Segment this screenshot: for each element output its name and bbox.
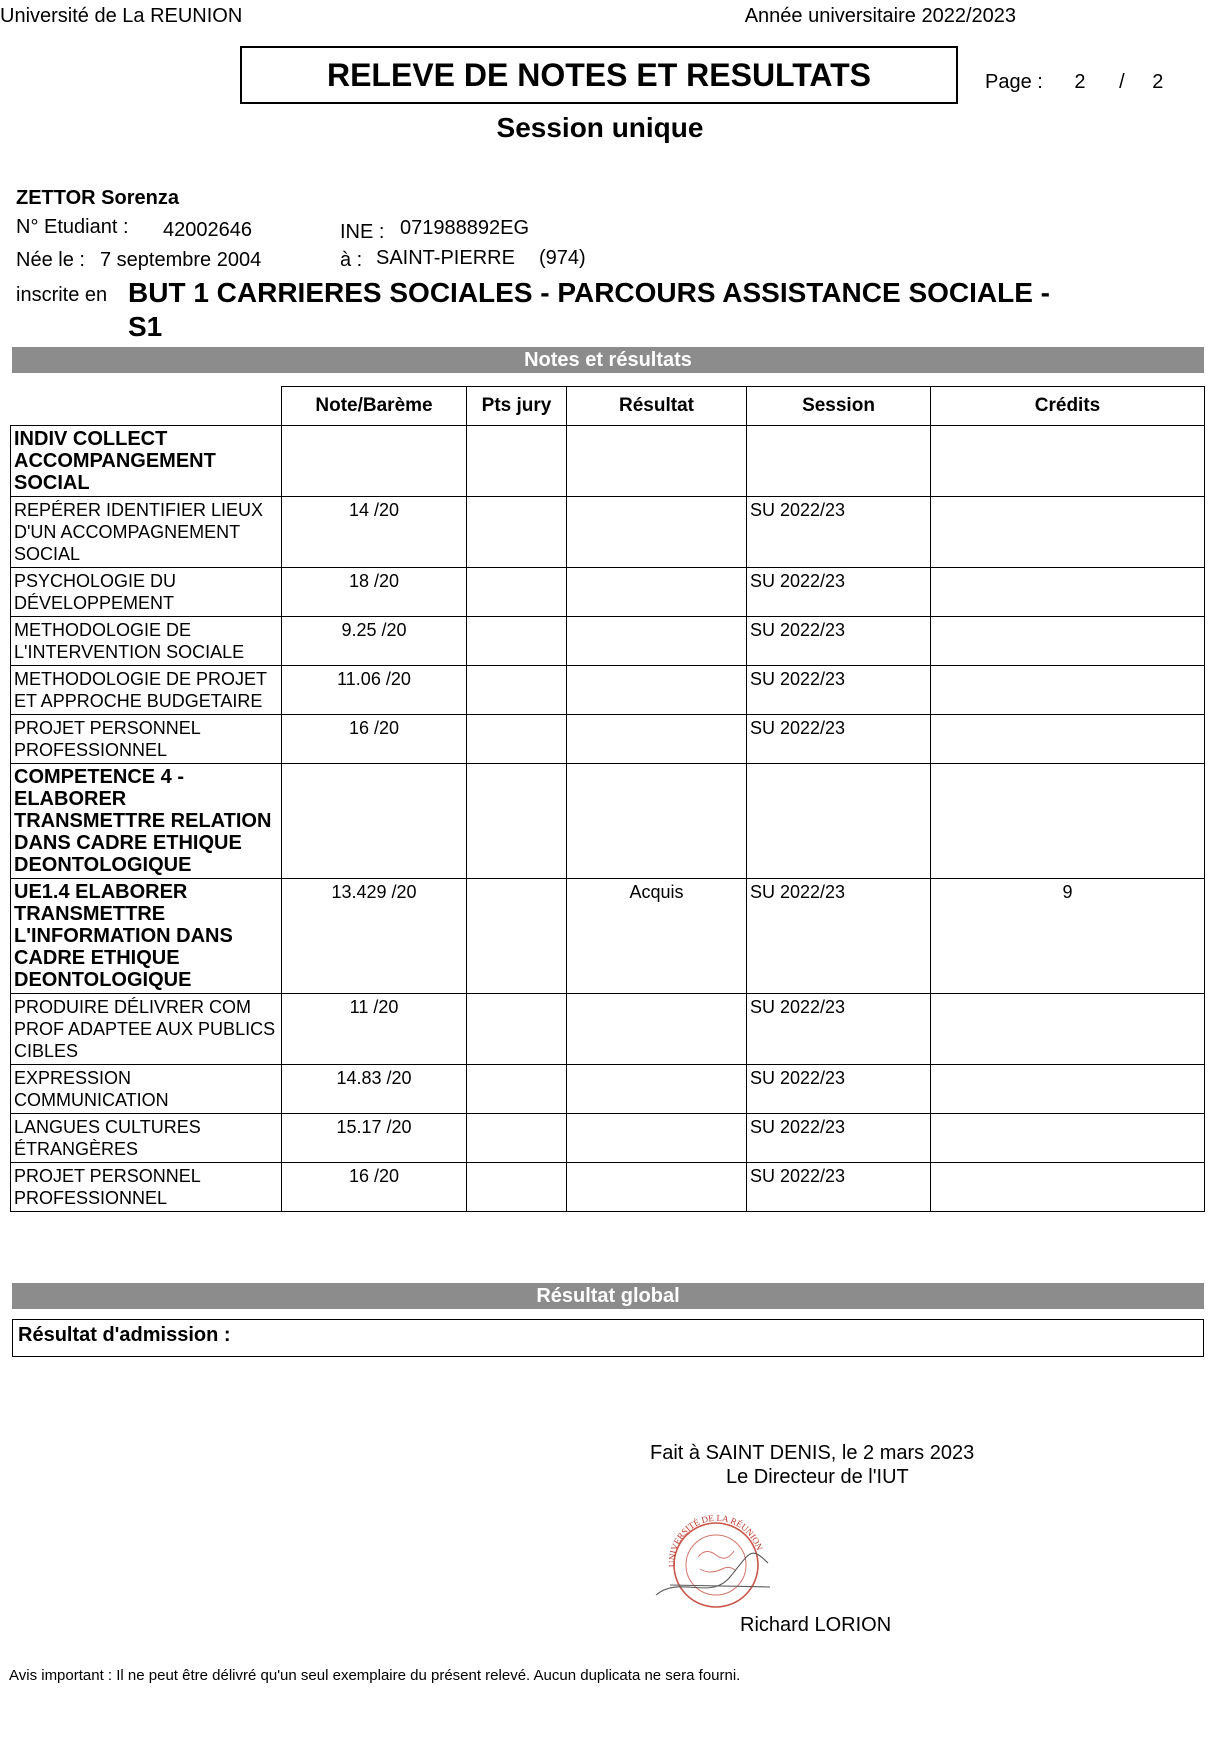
header-credits: Crédits <box>931 387 1205 426</box>
table-section-row <box>11 764 1205 879</box>
header-blank-cell <box>11 387 282 426</box>
cell-jury <box>467 1163 567 1212</box>
stamp-text: UNIVERSITÉ DE LA RÉUNION <box>666 1512 765 1568</box>
cell-session: SU 2022/23 <box>747 879 931 994</box>
cell-jury <box>467 568 567 617</box>
student-id-value: 42002646 <box>163 219 252 241</box>
cell-note: 18 /20 <box>282 568 467 617</box>
table-row <box>11 666 1205 715</box>
course-label: PSYCHOLOGIE DU DÉVELOPPEMENT <box>11 568 282 617</box>
cell-jury <box>467 994 567 1065</box>
signer-role: Le Directeur de l'IUT <box>726 1466 909 1488</box>
cell-note: 16 /20 <box>282 1163 467 1212</box>
global-result-bar: Résultat global <box>12 1283 1204 1309</box>
cell-note: 16 /20 <box>282 715 467 764</box>
cell-credits <box>931 764 1205 879</box>
course-label: PRODUIRE DÉLIVRER COM PROF ADAPTEE AUX PUBLICS CIBLES <box>11 994 282 1065</box>
cell-note: 13.429 /20 <box>282 879 467 994</box>
cell-session: SU 2022/23 <box>747 1163 931 1212</box>
cell-note <box>282 764 467 879</box>
cell-session <box>747 764 931 879</box>
notes-section-bar: Notes et résultats <box>12 347 1204 373</box>
course-label: PROJET PERSONNEL PROFESSIONNEL <box>11 715 282 764</box>
cell-credits <box>931 426 1205 497</box>
ine-label: INE : <box>340 221 385 243</box>
page-current: 2 <box>1074 71 1086 93</box>
ine-value: 071988892EG <box>400 217 530 239</box>
cell-session: SU 2022/23 <box>747 497 931 568</box>
cell-jury <box>467 497 567 568</box>
course-label: METHODOLOGIE DE L'INTERVENTION SOCIALE <box>11 617 282 666</box>
cell-result <box>567 1163 747 1212</box>
academic-year: Année universitaire 2022/2023 <box>744 5 1016 27</box>
header-note: Note/Barème <box>282 387 467 426</box>
cell-result: Acquis <box>567 879 747 994</box>
cell-result <box>567 497 747 568</box>
cell-jury <box>467 1065 567 1114</box>
cell-credits <box>931 497 1205 568</box>
header-result: Résultat <box>567 387 747 426</box>
cell-session: SU 2022/23 <box>747 666 931 715</box>
cell-note: 11 /20 <box>282 994 467 1065</box>
cell-credits <box>931 666 1205 715</box>
cell-note: 9.25 /20 <box>282 617 467 666</box>
course-label: EXPRESSION COMMUNICATION <box>11 1065 282 1114</box>
cell-session: SU 2022/23 <box>747 1065 931 1114</box>
table-section-row <box>11 426 1205 497</box>
course-label: METHODOLOGIE DE PROJET ET APPROCHE BUDGETAIRE <box>11 666 282 715</box>
cell-jury <box>467 1114 567 1163</box>
page-total: 2 <box>1152 71 1164 93</box>
table-row <box>11 715 1205 764</box>
student-id-label: N° Etudiant : <box>16 216 129 238</box>
cell-note: 14.83 /20 <box>282 1065 467 1114</box>
admission-label: Résultat d'admission : <box>18 1324 231 1346</box>
program-name <box>128 276 1050 344</box>
cell-credits: 9 <box>931 879 1205 994</box>
table-section-row <box>11 879 1205 994</box>
cell-result <box>567 1114 747 1163</box>
cell-session: SU 2022/23 <box>747 1114 931 1163</box>
table-row <box>11 617 1205 666</box>
cell-session: SU 2022/23 <box>747 994 931 1065</box>
cell-credits <box>931 715 1205 764</box>
cell-jury <box>467 764 567 879</box>
cell-jury <box>467 715 567 764</box>
signer-name: Richard LORION <box>740 1614 892 1636</box>
header-jury: Pts jury <box>467 387 567 426</box>
page-separator: / <box>1119 71 1125 93</box>
admission-result-box <box>12 1319 1204 1357</box>
course-label: LANGUES CULTURES ÉTRANGÈRES <box>11 1114 282 1163</box>
birth-date-value: 7 septembre 2004 <box>100 249 262 271</box>
cell-note: 11.06 /20 <box>282 666 467 715</box>
table-row <box>11 497 1205 568</box>
page-indicator <box>985 71 1163 94</box>
header-session: Session <box>747 387 931 426</box>
cell-credits <box>931 617 1205 666</box>
cell-note: 14 /20 <box>282 497 467 568</box>
program-line-2: S1 <box>128 311 163 342</box>
cell-note <box>282 426 467 497</box>
birth-date-label: Née le : <box>16 249 85 271</box>
table-row <box>11 1065 1205 1114</box>
cell-credits <box>931 994 1205 1065</box>
cell-session: SU 2022/23 <box>747 617 931 666</box>
cell-credits <box>931 568 1205 617</box>
cell-result <box>567 617 747 666</box>
cell-session: SU 2022/23 <box>747 568 931 617</box>
cell-result <box>567 764 747 879</box>
section-label: UE1.4 ELABORER TRANSMETTRE L'INFORMATION DANS CADRE ETHIQUE DEONTOLOGIQUE <box>11 879 282 994</box>
cell-session <box>747 426 931 497</box>
place-date: Fait à SAINT DENIS, le 2 mars 2023 <box>650 1442 975 1464</box>
cell-result <box>567 994 747 1065</box>
page-label: Page : <box>985 71 1043 93</box>
section-label: INDIV COLLECT ACCOMPANGEMENT SOCIAL <box>11 426 282 497</box>
enrolled-label: inscrite en <box>16 284 108 306</box>
cell-result <box>567 715 747 764</box>
birth-place-value: SAINT-PIERRE <box>376 247 515 269</box>
cell-result <box>567 426 747 497</box>
session-title: Session unique <box>496 112 704 143</box>
cell-credits <box>931 1163 1205 1212</box>
program-line-1: BUT 1 CARRIERES SOCIALES - PARCOURS ASSISTANCE SOCIALE - <box>128 277 1051 308</box>
cell-result <box>567 666 747 715</box>
important-notice: Avis important : Il ne peut être délivré qu'un seul exemplaire du présent relevé. Aucun duplicata ne sera fourni. <box>9 1667 741 1684</box>
grades-table <box>10 386 1205 1212</box>
grades-header-row <box>11 387 1205 426</box>
cell-credits <box>931 1065 1205 1114</box>
student-name: ZETTOR Sorenza <box>16 187 179 209</box>
cell-jury <box>467 879 567 994</box>
table-row <box>11 994 1205 1065</box>
cell-jury <box>467 426 567 497</box>
cell-credits <box>931 1114 1205 1163</box>
cell-jury <box>467 617 567 666</box>
cell-result <box>567 568 747 617</box>
birth-place-dept: (974) <box>539 247 586 269</box>
university-stamp <box>650 1505 780 1613</box>
section-label: COMPETENCE 4 - ELABORER TRANSMETTRE RELATION DANS CADRE ETHIQUE DEONTOLOGIQUE <box>11 764 282 879</box>
course-label: REPÉRER IDENTIFIER LIEUX D'UN ACCOMPAGNEMENT SOCIAL <box>11 497 282 568</box>
course-label: PROJET PERSONNEL PROFESSIONNEL <box>11 1163 282 1212</box>
cell-jury <box>467 666 567 715</box>
university-name: Université de La REUNION <box>0 5 243 27</box>
cell-note: 15.17 /20 <box>282 1114 467 1163</box>
cell-session: SU 2022/23 <box>747 715 931 764</box>
table-row <box>11 1114 1205 1163</box>
document-title: RELEVE DE NOTES ET RESULTATS <box>240 46 958 104</box>
table-row <box>11 568 1205 617</box>
table-row <box>11 1163 1205 1212</box>
cell-result <box>567 1065 747 1114</box>
birth-place-label: à : <box>340 249 363 271</box>
